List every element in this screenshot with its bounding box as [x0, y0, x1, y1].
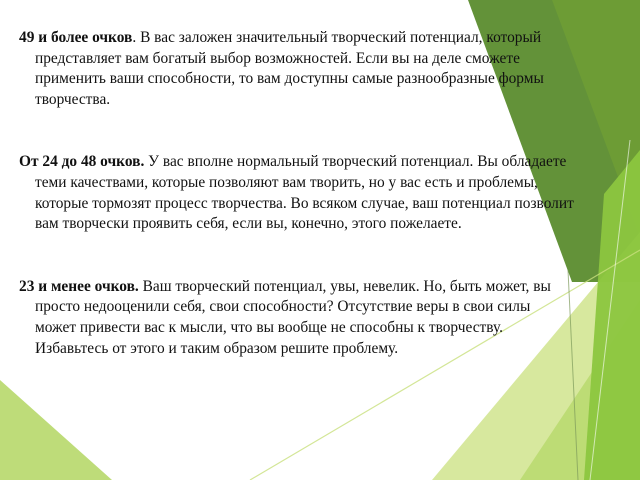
paragraph-24-48 [19, 152, 575, 234]
paragraph-text: Ваш творческий потенциал, увы, невелик. Но, быть может, вы просто недооценили себя, свои способности? Отсутствие веры в свои силы может привести вас к мысли, что вы вообще не способны к творчеству. Избавьтесь от этого и таким образом решите проблему. [35, 277, 551, 357]
paragraph-23-minus [19, 277, 575, 359]
heading-punctuation: . [132, 29, 141, 46]
slide-body-text [19, 28, 575, 359]
paragraph-heading: От 24 до 48 очков. [19, 153, 145, 171]
facet-bottom-left [0, 380, 112, 480]
paragraph-heading: 23 и менее очков. [19, 277, 139, 295]
paragraph-text: В вас заложен значительный творческий потенциал, который представляет вам богатый выбор возможностей. Если вы на деле сможете применить ваши способности, то вам доступны самые разнообразные формы творчества. [35, 29, 544, 108]
paragraph-text: У вас вполне нормальный творческий потенциал. Вы обладаете теми качествами, которые позволяют вам творить, но у вас есть и проблемы, которые тормозят процесс творчества. Во всяком случае, ваш потенциал позволит вам творчески проявить себя, если вы, конечно, этого пожелаете. [35, 153, 574, 233]
paragraph-49-plus [19, 28, 575, 110]
paragraph-heading: 49 и более очков [19, 29, 133, 46]
